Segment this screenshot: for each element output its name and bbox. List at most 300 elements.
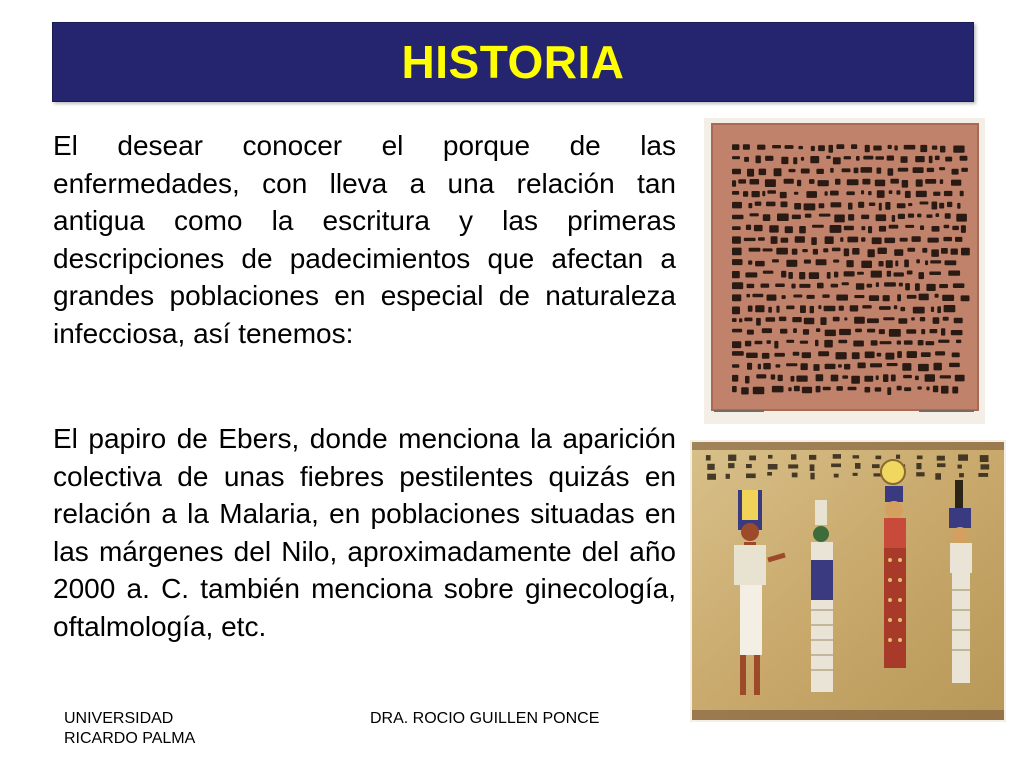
- hieratic-glyph: [844, 364, 850, 370]
- hieratic-glyph: [905, 191, 911, 198]
- hieratic-glyph: [739, 318, 742, 322]
- hieratic-glyph: [799, 226, 806, 233]
- painting-glyph: [980, 455, 989, 462]
- hieratic-glyph: [862, 305, 871, 308]
- hieratic-glyph: [851, 376, 860, 384]
- hieratic-glyph: [848, 203, 853, 210]
- hieratic-glyph: [961, 225, 966, 233]
- hieratic-glyph: [747, 169, 754, 177]
- hieratic-glyph: [816, 169, 824, 174]
- hieratic-glyph: [921, 352, 931, 357]
- painting-glyph: [981, 464, 990, 469]
- hieratic-glyph: [763, 248, 773, 251]
- hieratic-glyph: [756, 374, 766, 378]
- hieratic-glyph: [936, 213, 940, 217]
- hieratic-glyph: [883, 374, 888, 382]
- hieratic-glyph: [888, 145, 892, 149]
- hieratic-glyph: [748, 260, 752, 264]
- hieratic-glyph: [940, 146, 945, 153]
- hieratic-glyph: [732, 144, 739, 150]
- hieratic-glyph: [761, 284, 770, 288]
- hieratic-glyph: [732, 351, 744, 356]
- hieratic-glyph: [831, 202, 842, 207]
- hieratic-glyph: [816, 259, 827, 265]
- hieratic-glyph: [861, 226, 865, 230]
- painting-glyph: [706, 455, 711, 460]
- hieratic-glyph: [897, 341, 901, 345]
- hieratic-glyph: [900, 307, 905, 311]
- hieratic-glyph: [805, 214, 812, 218]
- hieratic-glyph: [919, 272, 925, 279]
- hieratic-glyph: [879, 261, 884, 267]
- hieratic-glyph: [769, 225, 778, 232]
- hieratic-glyph: [927, 168, 934, 172]
- hieratic-glyph: [853, 341, 864, 347]
- hieratic-glyph: [925, 179, 936, 184]
- hieratic-glyph: [945, 260, 957, 265]
- hieratic-glyph: [767, 340, 771, 344]
- hieratic-glyph: [755, 305, 764, 312]
- painting-glyph: [855, 463, 861, 469]
- hieratic-glyph: [921, 329, 925, 334]
- hieratic-glyph: [762, 353, 770, 359]
- hieratic-glyph: [932, 226, 940, 232]
- hieratic-glyph: [957, 203, 960, 209]
- hieratic-glyph: [816, 386, 821, 393]
- hieratic-glyph: [820, 317, 826, 325]
- hieratic-glyph: [844, 271, 855, 276]
- hieratic-glyph: [844, 317, 847, 320]
- hieratic-glyph: [902, 363, 911, 371]
- painting-glyph: [810, 464, 815, 471]
- hieratic-glyph: [904, 340, 913, 344]
- egyptian-painting-drawing: [690, 440, 1006, 722]
- hieratic-glyph: [896, 190, 900, 195]
- hieratic-glyph: [801, 169, 810, 174]
- hieratic-glyph: [844, 248, 849, 256]
- hieratic-glyph: [825, 364, 836, 369]
- hieratic-glyph: [799, 272, 805, 279]
- hieratic-glyph: [818, 351, 829, 356]
- hieratic-glyph: [931, 249, 939, 257]
- painting-glyph: [791, 454, 796, 459]
- hieratic-glyph: [836, 386, 843, 391]
- hieratic-glyph: [809, 179, 815, 184]
- hieratic-glyph: [781, 202, 788, 208]
- hieratic-glyph: [772, 386, 784, 393]
- hieratic-glyph: [756, 156, 761, 164]
- hieratic-glyph: [823, 387, 831, 391]
- hieratic-glyph: [758, 364, 761, 370]
- hieratic-glyph: [756, 318, 761, 326]
- hieratic-glyph: [858, 363, 866, 369]
- hieratic-glyph: [789, 169, 796, 172]
- hieratic-glyph: [788, 272, 793, 279]
- hieratic-glyph: [732, 226, 741, 230]
- hieratic-glyph: [807, 295, 815, 299]
- hieratic-glyph: [865, 352, 875, 359]
- hieratic-glyph: [844, 156, 851, 159]
- hieratic-glyph: [876, 282, 879, 287]
- hieratic-glyph: [960, 191, 964, 197]
- hieratic-glyph: [906, 329, 916, 334]
- painting-glyph: [978, 473, 988, 477]
- hieratic-glyph: [741, 387, 749, 394]
- hieratic-glyph: [926, 341, 935, 345]
- footer-institution-line1: UNIVERSIDAD: [64, 710, 174, 727]
- painting-glyph: [768, 455, 773, 459]
- hieratic-glyph: [952, 387, 958, 394]
- hieratic-glyph: [897, 386, 902, 391]
- painting-glyph: [833, 454, 841, 459]
- hieratic-glyph: [822, 294, 829, 298]
- hieratic-glyph: [871, 271, 882, 278]
- hieratic-glyph: [746, 294, 750, 298]
- painting-glyph: [810, 473, 814, 480]
- hieratic-glyph: [812, 225, 824, 228]
- footer-author: DRA. ROCIO GUILLEN PONCE: [370, 710, 600, 727]
- hieratic-glyph: [904, 387, 911, 391]
- hieratic-glyph: [908, 214, 914, 218]
- hieratic-glyph: [891, 375, 896, 382]
- hieratic-glyph: [810, 306, 814, 313]
- painting-glyph: [917, 456, 923, 460]
- hieratic-glyph: [794, 203, 801, 210]
- hieratic-glyph: [767, 190, 776, 194]
- hieratic-glyph: [944, 225, 950, 229]
- hieratic-glyph: [732, 271, 740, 278]
- hieratic-glyph: [830, 225, 842, 233]
- hieratic-glyph: [856, 283, 864, 290]
- hieratic-glyph: [762, 328, 772, 333]
- hieratic-glyph: [748, 306, 753, 312]
- painting-glyph: [749, 456, 756, 461]
- egyptian-painting-image: [690, 440, 1006, 722]
- hieratic-glyph: [878, 248, 887, 254]
- hieratic-glyph: [875, 180, 885, 187]
- hieratic-glyph: [732, 375, 738, 382]
- hieratic-glyph: [894, 249, 903, 256]
- hieratic-glyph: [934, 363, 942, 371]
- painting-glyph: [896, 455, 900, 459]
- hieratic-glyph: [732, 364, 739, 367]
- hieratic-glyph: [780, 329, 787, 334]
- hieratic-glyph: [776, 364, 781, 367]
- hieratic-glyph: [879, 329, 885, 334]
- hieratic-glyph: [852, 352, 860, 359]
- papyrus-ebers-image: [704, 118, 985, 424]
- hieratic-glyph: [846, 260, 853, 267]
- hieratic-glyph: [869, 203, 875, 207]
- hieratic-glyph: [782, 295, 786, 299]
- hieratic-glyph: [811, 146, 815, 151]
- hieratic-glyph: [839, 329, 851, 335]
- hieratic-glyph: [732, 248, 742, 256]
- painting-glyph: [937, 456, 945, 461]
- hieratic-glyph: [836, 144, 844, 149]
- hieratic-glyph: [844, 226, 854, 230]
- hieratic-glyph: [887, 363, 898, 366]
- hieratic-glyph: [918, 364, 929, 371]
- hieratic-glyph: [854, 295, 864, 298]
- hieratic-glyph: [905, 283, 910, 290]
- hieratic-glyph: [905, 225, 914, 228]
- hieratic-glyph: [744, 318, 752, 322]
- hieratic-glyph: [781, 157, 788, 164]
- painting-glyph: [809, 455, 816, 460]
- painting-glyph: [768, 464, 778, 470]
- hieratic-glyph: [942, 295, 954, 301]
- painting-glyph: [958, 465, 962, 469]
- hieratic-glyph: [904, 145, 916, 150]
- hieratic-glyph: [819, 214, 831, 217]
- hieratic-glyph: [745, 341, 751, 347]
- hieratic-glyph: [861, 261, 872, 268]
- hieratic-glyph: [732, 318, 737, 322]
- hieratic-glyph: [833, 157, 841, 164]
- hieratic-glyph: [838, 340, 847, 344]
- hieratic-glyph: [879, 203, 882, 211]
- hieratic-glyph: [793, 352, 800, 356]
- hieratic-glyph: [752, 191, 760, 197]
- hieratic-glyph: [883, 295, 890, 301]
- hieratic-glyph: [944, 305, 956, 312]
- hieratic-glyph: [786, 306, 794, 310]
- hieratic-glyph: [955, 237, 962, 242]
- painting-glyph: [958, 454, 968, 460]
- hieratic-glyph: [786, 363, 797, 366]
- hieratic-glyph: [804, 318, 815, 324]
- hieratic-glyph: [804, 203, 816, 210]
- hieratic-glyph: [888, 168, 894, 176]
- hieratic-glyph: [772, 145, 781, 148]
- hieratic-glyph: [873, 146, 881, 151]
- hieratic-glyph: [889, 329, 901, 337]
- hieratic-glyph: [750, 213, 759, 216]
- hieratic-glyph: [811, 237, 817, 245]
- hieratic-glyph: [747, 363, 752, 370]
- paragraph-ebers: El papiro de Ebers, donde menciona la aparición colectiva de unas fiebres pestilentes quizás en relación a la Malaria, en poblaciones situadas en las márgenes del Nilo, aproximadamente del año 2000 a. C. también menciona sobre ginecología, oftalmología, etc.: [53, 423, 676, 642]
- hieratic-glyph: [867, 284, 873, 288]
- hieratic-glyph: [876, 214, 887, 221]
- hieratic-glyph: [913, 167, 924, 173]
- hieratic-glyph: [825, 191, 828, 196]
- hieratic-glyph: [800, 305, 806, 313]
- hieratic-glyph: [956, 340, 961, 344]
- hieratic-glyph: [835, 179, 841, 185]
- hieratic-glyph: [774, 341, 778, 349]
- hieratic-glyph: [748, 203, 752, 208]
- hieratic-glyph: [871, 340, 878, 345]
- hieratic-glyph: [785, 226, 793, 233]
- hieratic-glyph: [879, 226, 886, 232]
- figure-goddess: [949, 480, 972, 683]
- hieratic-glyph: [794, 192, 799, 195]
- hieratic-glyph: [804, 260, 811, 264]
- footer-institution: [64, 709, 264, 749]
- hieratic-glyph: [861, 237, 865, 242]
- hieratic-glyph: [854, 168, 859, 174]
- hieratic-glyph: [883, 317, 894, 320]
- hieratic-glyph: [864, 376, 873, 382]
- hieratic-glyph: [776, 306, 779, 313]
- hieratic-glyph: [875, 156, 884, 159]
- hieratic-glyph: [813, 249, 818, 255]
- hieratic-glyph: [930, 329, 938, 333]
- hieratic-glyph: [956, 214, 967, 222]
- hieratic-glyph: [941, 248, 948, 254]
- paragraph-intro: El desear conocer el porque de las enfermedades, con lleva a una relación tan antigua como la escritura y las primeras descripciones de padecimientos que afectan a grandes poblaciones en especial de naturaleza infecciosa, así tenemos:: [53, 130, 676, 349]
- hieratic-glyph: [796, 376, 807, 382]
- hieratic-glyph: [863, 156, 873, 160]
- hieratic-glyph: [850, 305, 859, 311]
- hieratic-glyph: [935, 351, 945, 355]
- hieratic-glyph: [913, 307, 925, 314]
- hieratic-glyph: [884, 238, 895, 244]
- hieratic-glyph: [842, 282, 849, 285]
- hieratic-glyph: [732, 202, 742, 209]
- painting-glyph: [916, 463, 921, 469]
- hieratic-glyph: [877, 353, 882, 357]
- hieratic-glyph: [928, 238, 939, 243]
- hieratic-glyph: [897, 203, 906, 208]
- hieratic-glyph: [916, 191, 927, 197]
- hieratic-glyph: [941, 328, 945, 335]
- footer-institution-line2: RICARDO PALMA: [64, 730, 196, 747]
- hieratic-glyph: [754, 225, 763, 231]
- painting-glyph: [746, 464, 752, 468]
- hieratic-glyph: [920, 202, 929, 205]
- hieratic-glyph: [786, 340, 794, 343]
- hieratic-glyph: [960, 156, 968, 161]
- hieratic-glyph: [755, 202, 762, 206]
- hieratic-glyph: [836, 295, 848, 301]
- painting-glyph: [831, 464, 841, 468]
- painting-glyph: [728, 463, 734, 468]
- hieratic-glyph: [898, 168, 909, 172]
- hieratic-glyph: [747, 330, 754, 335]
- hieratic-glyph: [907, 351, 917, 358]
- hieratic-glyph: [758, 237, 765, 241]
- hieratic-glyph: [732, 236, 741, 243]
- hieratic-glyph: [816, 328, 820, 332]
- hieratic-glyph: [825, 330, 836, 337]
- hieratic-glyph: [870, 363, 882, 367]
- hieratic-glyph: [851, 144, 857, 149]
- hieratic-glyph: [900, 238, 908, 242]
- hieratic-glyph: [894, 145, 897, 150]
- hieratic-glyph: [840, 237, 843, 242]
- hieratic-glyph: [810, 156, 819, 163]
- hieratic-glyph: [880, 341, 892, 344]
- hieratic-glyph: [766, 317, 776, 322]
- painting-glyph: [937, 463, 946, 467]
- painting-glyph: [916, 472, 924, 476]
- hieratic-glyph: [872, 237, 882, 244]
- hieratic-glyph: [854, 317, 865, 324]
- hieratic-glyph: [918, 340, 924, 345]
- hieratic-glyph: [817, 283, 824, 289]
- hieratic-glyph: [949, 363, 960, 367]
- hieratic-glyph: [865, 145, 870, 152]
- hieratic-glyph: [753, 387, 765, 395]
- hieratic-glyph: [894, 305, 898, 309]
- hieratic-glyph: [952, 169, 959, 175]
- hieratic-glyph: [732, 307, 740, 315]
- hieratic-glyph: [862, 179, 870, 185]
- hieratic-glyph: [831, 375, 839, 382]
- hieratic-glyph: [858, 202, 864, 208]
- hieratic-glyph: [823, 248, 828, 252]
- hieratic-glyph: [827, 272, 831, 279]
- hieratic-glyph: [933, 317, 940, 324]
- hieratic-glyph: [732, 215, 744, 220]
- hieratic-glyph: [842, 375, 848, 378]
- hieratic-glyph: [877, 190, 885, 198]
- hieratic-glyph: [778, 375, 783, 381]
- hieratic-glyph: [771, 236, 778, 244]
- hieratic-glyph: [877, 168, 882, 174]
- hieratic-glyph: [833, 317, 840, 322]
- hieratic-glyph: [759, 169, 767, 176]
- hieratic-glyph: [744, 157, 749, 162]
- hieratic-glyph: [816, 374, 824, 381]
- hieratic-glyph: [732, 180, 736, 187]
- hieratic-glyph: [815, 340, 819, 347]
- hieratic-glyph: [899, 283, 903, 287]
- hieratic-glyph: [786, 260, 797, 267]
- hieratic-glyph: [889, 225, 899, 229]
- hieratic-glyph: [763, 214, 771, 221]
- title-bar: [52, 22, 974, 102]
- hieratic-glyph: [861, 190, 864, 194]
- hieratic-glyph: [781, 238, 789, 243]
- hieratic-glyph: [952, 226, 959, 230]
- hieratic-glyph: [911, 317, 915, 320]
- hieratic-glyph: [802, 352, 811, 358]
- hieratic-glyph: [780, 192, 787, 198]
- hieratic-glyph: [847, 179, 859, 185]
- hieratic-glyph: [884, 282, 896, 286]
- hieratic-glyph: [771, 374, 776, 379]
- painting-glyph: [728, 455, 736, 461]
- hieratic-glyph: [732, 156, 740, 159]
- hieratic-glyph: [806, 191, 817, 198]
- hieratic-glyph: [865, 387, 871, 393]
- hieratic-glyph: [868, 249, 875, 257]
- hieratic-glyph: [752, 294, 763, 298]
- hieratic-glyph: [939, 203, 944, 209]
- hieratic-glyph: [732, 294, 741, 301]
- hieratic-glyph: [916, 179, 923, 186]
- hieratic-glyph: [732, 282, 743, 289]
- painting-glyph: [959, 473, 964, 477]
- hieratic-glyph: [793, 157, 797, 164]
- hieratic-glyph: [824, 340, 833, 348]
- hieratic-glyph: [768, 307, 772, 313]
- hieratic-glyph: [743, 144, 750, 150]
- hieratic-glyph: [803, 329, 809, 335]
- hieratic-glyph: [951, 180, 961, 186]
- hieratic-glyph: [961, 168, 968, 172]
- hieratic-glyph: [920, 317, 925, 321]
- hieratic-glyph: [779, 317, 786, 322]
- hieratic-glyph: [801, 363, 808, 370]
- hieratic-glyph: [830, 168, 834, 173]
- painting-glyph: [707, 464, 714, 470]
- hieratic-glyph: [915, 156, 925, 162]
- hieratic-glyph: [775, 284, 785, 288]
